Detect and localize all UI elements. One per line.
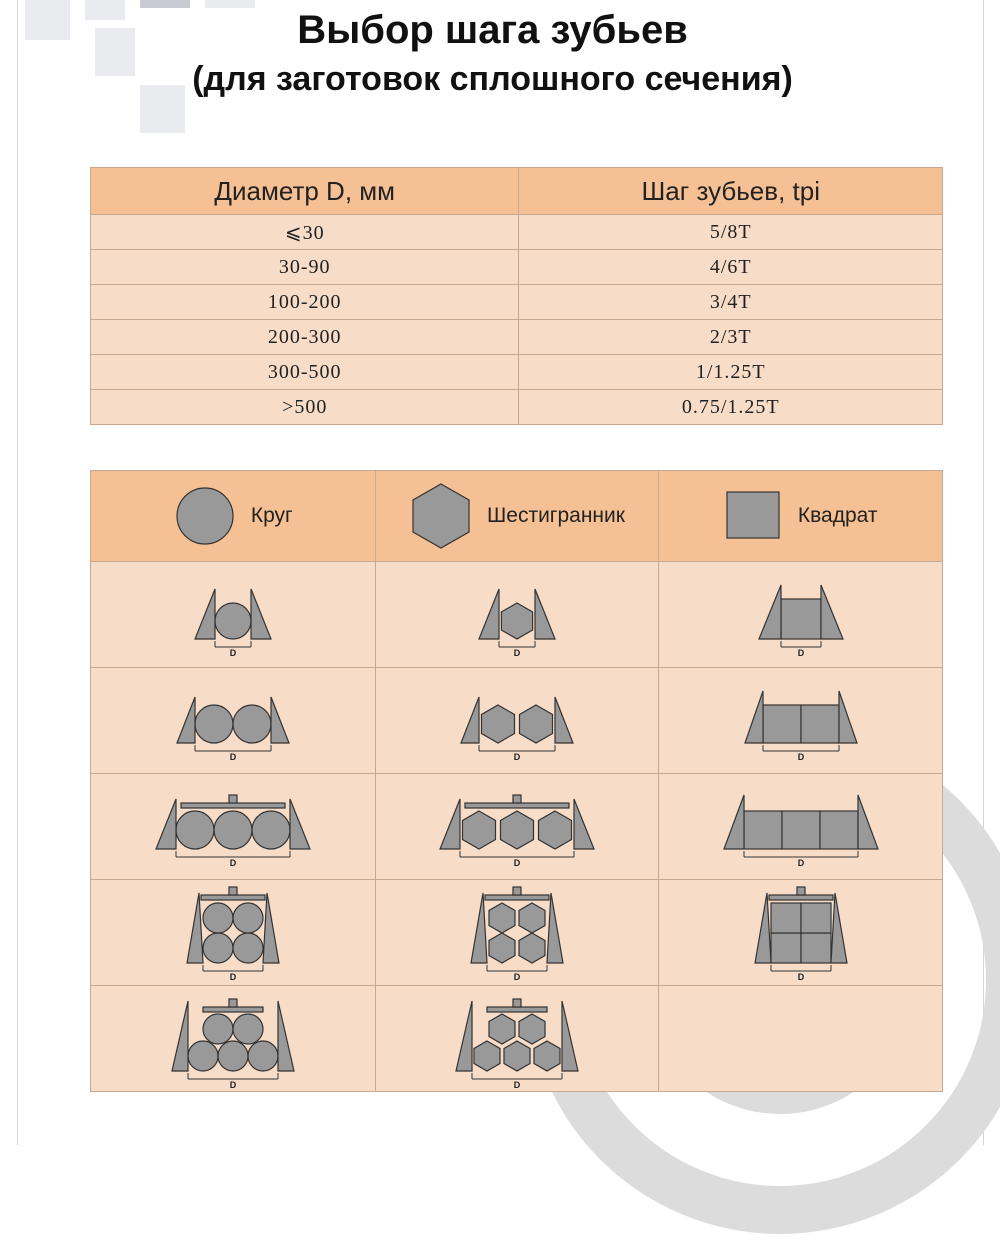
vise-jaw-right (555, 697, 573, 743)
single-hexagon-clamp-diagram (427, 565, 607, 665)
workpiece-circle (248, 1041, 278, 1071)
table-row (91, 285, 943, 320)
workpiece-hexagon (519, 705, 552, 743)
diagram-empty-cell (659, 986, 943, 1092)
table-row (91, 390, 943, 425)
workpiece-hexagon (519, 1014, 545, 1044)
clamp-stem (229, 999, 237, 1007)
vise-jaw-left (755, 893, 771, 963)
workpiece-hexagon (462, 811, 495, 849)
clamp-bar (203, 1007, 263, 1012)
dimension-label: D (513, 751, 521, 762)
diagram-cell (91, 986, 376, 1092)
workpiece-hexagon (501, 603, 532, 639)
shape-row (91, 562, 943, 668)
pitch-cell: 1/1.25T (519, 355, 943, 390)
vise-jaw-left (440, 799, 460, 849)
clamping-shape-table (90, 470, 943, 1092)
clamp-bar (201, 895, 265, 900)
pitch-cell: 2/3T (519, 320, 943, 355)
workpiece-circle (233, 1014, 263, 1044)
diagram-cell (375, 774, 659, 880)
table-row (91, 320, 943, 355)
workpiece-hexagon (504, 1041, 530, 1071)
clamp-stem (797, 887, 805, 895)
workpiece-square (782, 811, 820, 849)
header-hexagon (375, 471, 659, 562)
workpiece-square (763, 705, 801, 743)
stacked-circles-clamp-diagram (143, 883, 323, 983)
vise-jaw-right (547, 893, 563, 963)
single-circle-clamp-diagram (143, 565, 323, 665)
dimension-label: D (513, 971, 521, 982)
decorative-square (205, 0, 255, 8)
clamp-stem (229, 795, 237, 803)
vise-jaw-left (471, 893, 487, 963)
workpiece-square (744, 811, 782, 849)
pitch-cell: 5/8T (519, 215, 943, 250)
dimension-label: D (229, 647, 237, 658)
shape-label-square: Квадрат (797, 504, 878, 527)
pitch-cell: 0.75/1.25T (519, 390, 943, 425)
diagram-cell (91, 562, 376, 668)
table-row (91, 355, 943, 390)
clamp-bar (465, 803, 569, 808)
shape-row (91, 986, 943, 1092)
dimension-label: D (797, 971, 804, 982)
clamp-stem (229, 887, 237, 895)
shape-header-row (91, 471, 943, 562)
diameter-cell: 30-90 (91, 250, 519, 285)
pyramid-circles-clamp-diagram (143, 989, 323, 1089)
circle-shape-icon (173, 484, 237, 548)
dimension-label: D (229, 751, 237, 762)
vise-jaw-right (821, 585, 843, 639)
shape-row (91, 774, 943, 880)
clamp-bar (485, 895, 549, 900)
diagram-cell (659, 562, 943, 668)
diagram-cell (375, 668, 659, 774)
dimension-label: D (797, 857, 804, 868)
page-border-left (17, 0, 18, 1145)
workpiece-hexagon (519, 903, 545, 933)
clamp-stem (513, 887, 521, 895)
page-title: Выбор шага зубьев (297, 8, 688, 52)
workpiece-square (801, 903, 831, 933)
vise-jaw-right (263, 893, 279, 963)
diagram-cell (91, 668, 376, 774)
square-shape-icon (724, 489, 784, 543)
vise-jaw-right (535, 589, 555, 639)
diagram-cell (91, 774, 376, 880)
vise-jaw-left (759, 585, 781, 639)
workpiece-hexagon (489, 903, 515, 933)
vise-jaw-right (562, 1001, 578, 1071)
three-circles-clamp-diagram (143, 777, 323, 877)
column-header-diameter: Диаметр D, мм (91, 168, 519, 215)
workpiece-circle (218, 1041, 248, 1071)
workpiece-circle (203, 903, 233, 933)
dimension-label: D (797, 647, 804, 658)
header-square (659, 471, 943, 562)
vise-jaw-right (271, 697, 289, 743)
single-square-clamp-diagram (711, 565, 891, 665)
diagram-cell (659, 668, 943, 774)
diagram-cell (375, 986, 659, 1092)
vise-jaw-right (251, 589, 271, 639)
diameter-cell: >500 (91, 390, 519, 425)
vise-jaw-left (724, 795, 744, 849)
vise-jaw-right (278, 1001, 294, 1071)
two-hexagons-clamp-diagram (427, 671, 607, 771)
dimension-label: D (513, 857, 521, 868)
workpiece-hexagon (519, 933, 545, 963)
vise-jaw-left (745, 691, 763, 743)
diagram-cell (659, 880, 943, 986)
pyramid-hexagons-clamp-diagram (427, 989, 607, 1089)
workpiece-circle (252, 811, 290, 849)
three-hexagons-clamp-diagram (427, 777, 607, 877)
workpiece-hexagon (534, 1041, 560, 1071)
workpiece-hexagon (489, 1014, 515, 1044)
header-circle (91, 471, 376, 562)
diameter-cell: 100-200 (91, 285, 519, 320)
dimension-label: D (229, 1079, 237, 1089)
workpiece-square (801, 705, 839, 743)
workpiece-hexagon (474, 1041, 500, 1071)
hexagon-shape-icon (409, 481, 473, 551)
workpiece-circle (214, 811, 252, 849)
workpiece-circle (233, 903, 263, 933)
vise-jaw-right (290, 799, 310, 849)
vise-jaw-left (177, 697, 195, 743)
dimension-label: D (513, 647, 521, 658)
workpiece-circle (195, 705, 233, 743)
vise-jaw-left (461, 697, 479, 743)
diameter-cell: 200-300 (91, 320, 519, 355)
stacked-hexagons-clamp-diagram (427, 883, 607, 983)
clamp-bar (181, 803, 285, 808)
vise-jaw-right (831, 893, 847, 963)
workpiece-square (771, 903, 801, 933)
vise-jaw-left (187, 893, 203, 963)
column-header-pitch: Шаг зубьев, tpi (519, 168, 943, 215)
dimension-label: D (797, 751, 804, 762)
table-row (91, 250, 943, 285)
diameter-cell: 300-500 (91, 355, 519, 390)
workpiece-square (820, 811, 858, 849)
clamp-stem (513, 999, 521, 1007)
workpiece-circle (203, 1014, 233, 1044)
workpiece-circle (203, 933, 233, 963)
workpiece-hexagon (538, 811, 571, 849)
diagram-cell (659, 774, 943, 880)
workpiece-circle (176, 811, 214, 849)
table-row (91, 215, 943, 250)
diagram-cell (91, 880, 376, 986)
shape-label-hexagon: Шестигранник (487, 504, 625, 527)
diagram-cell (375, 880, 659, 986)
diameter-cell: ⩽30 (91, 215, 519, 250)
pitch-cell: 3/4T (519, 285, 943, 320)
shape-row (91, 668, 943, 774)
clamp-stem (513, 795, 521, 803)
shape-label-circle: Круг (250, 504, 293, 527)
two-circles-clamp-diagram (143, 671, 323, 771)
pitch-cell: 4/6T (519, 250, 943, 285)
vise-jaw-right (574, 799, 594, 849)
stacked-squares-clamp-diagram (711, 883, 891, 983)
page-subtitle: (для заготовок сплошного сечения) (192, 60, 793, 98)
dimension-label: D (229, 971, 237, 982)
workpiece-circle (188, 1041, 218, 1071)
workpiece-hexagon (500, 811, 533, 849)
vise-jaw-left (195, 589, 215, 639)
decorative-square (140, 0, 190, 8)
vise-jaw-left (456, 1001, 472, 1071)
workpiece-circle (233, 933, 263, 963)
clamp-bar (769, 895, 833, 900)
three-squares-clamp-diagram (711, 777, 891, 877)
pitch-table (90, 167, 943, 425)
workpiece-circle (215, 603, 251, 639)
workpiece-square (781, 599, 821, 639)
vise-jaw-left (479, 589, 499, 639)
dimension-label: D (513, 1079, 521, 1089)
workpiece-square (801, 933, 831, 963)
vise-jaw-left (156, 799, 176, 849)
workpiece-hexagon (489, 933, 515, 963)
table-header-row (91, 168, 943, 215)
workpiece-square (771, 933, 801, 963)
two-squares-clamp-diagram (711, 671, 891, 771)
workpiece-circle (233, 705, 271, 743)
vise-jaw-left (172, 1001, 188, 1071)
dimension-label: D (229, 857, 237, 868)
workpiece-hexagon (481, 705, 514, 743)
shape-row (91, 880, 943, 986)
vise-jaw-right (839, 691, 857, 743)
diagram-cell (375, 562, 659, 668)
vise-jaw-right (858, 795, 878, 849)
clamp-bar (487, 1007, 547, 1012)
